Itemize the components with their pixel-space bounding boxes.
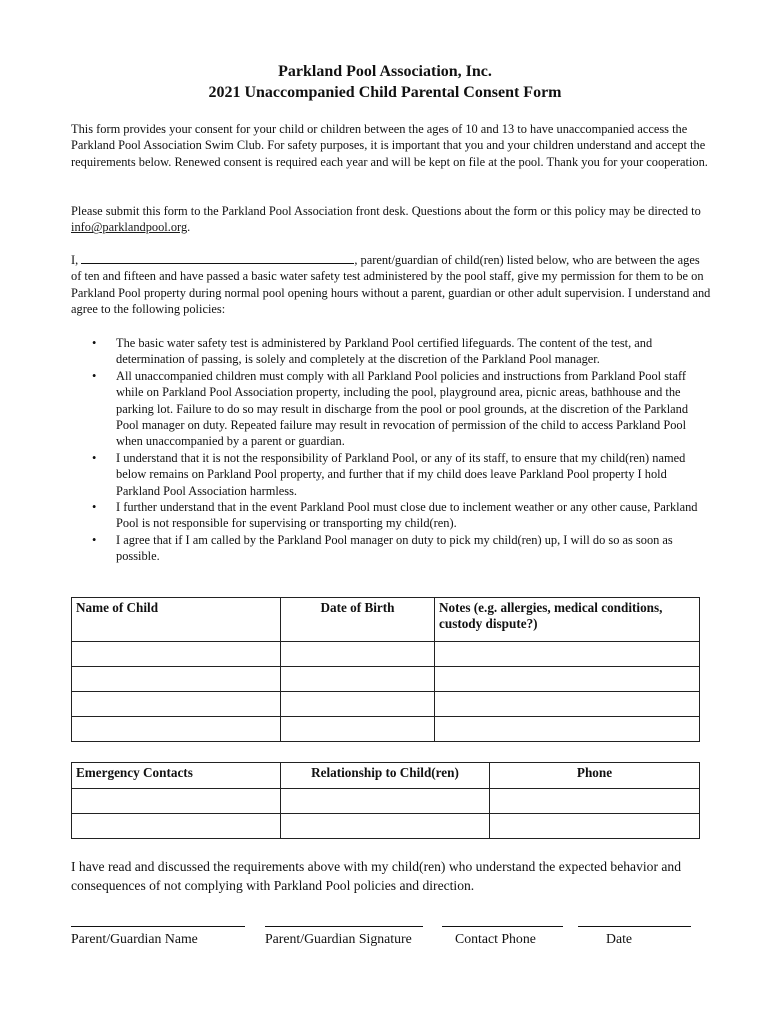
- col-date-of-birth: Date of Birth: [281, 598, 435, 642]
- bullet-icon: •: [92, 532, 97, 547]
- contact-phone-cell[interactable]: [490, 814, 700, 839]
- contact-relationship-cell[interactable]: [281, 789, 490, 814]
- table-row: [72, 692, 700, 717]
- col-relationship: Relationship to Child(ren): [281, 763, 490, 789]
- child-notes-cell[interactable]: [435, 717, 700, 742]
- contact-phone-label: Contact Phone: [455, 931, 536, 946]
- parent-signature-line[interactable]: [265, 926, 423, 927]
- contact-phone-cell[interactable]: [490, 789, 700, 814]
- policy-item: • I agree that if I am called by the Parkland Pool manager on duty to pick my child(ren) up, I will do so as soon as possible.: [92, 532, 673, 564]
- parent-signature-label: Parent/Guardian Signature: [265, 931, 412, 946]
- acknowledgement-text: I have read and discussed the requirements above with my child(ren) who understand the expected behavior and consequences of not complying with Parkland Pool policies and direction.: [71, 859, 681, 893]
- policy-item: • I understand that it is not the responsibility of Parkland Pool, or any of its staff, to ensure that my child(ren) named below remains on Parkland Pool property, and further that if my child does leave Parkland Pool property I hold Parkland Pool Association harmless.: [92, 450, 686, 498]
- contacts-table-header: [72, 763, 700, 789]
- table-row: [72, 642, 700, 667]
- child-dob-cell[interactable]: [281, 667, 435, 692]
- child-name-cell[interactable]: [72, 667, 281, 692]
- policy-item: • I further understand that in the event Parkland Pool must close due to inclement weather or any other cause, Parkland Pool is not responsible for supervising or transporting my child(ren).: [92, 500, 698, 531]
- col-notes: Notes (e.g. allergies, medical conditions, custody dispute?): [435, 598, 700, 642]
- table-row: [72, 814, 700, 839]
- submit-paragraph: [71, 203, 711, 236]
- table-row: [72, 789, 700, 814]
- bullet-icon: •: [92, 450, 97, 465]
- parent-name-line[interactable]: [71, 926, 245, 927]
- policy-item: • The basic water safety test is administered by Parkland Pool certified lifeguards. The content of the test, and determination of passing, is solely and completely at the discretion of the Parkland Pool manager.: [92, 336, 653, 367]
- table-row: [72, 717, 700, 742]
- children-table-header: [72, 598, 700, 642]
- contact-name-cell[interactable]: [72, 789, 281, 814]
- parent-name-label: Parent/Guardian Name: [71, 931, 198, 946]
- contact-email-link[interactable]: info@parklandpool.org: [71, 220, 188, 235]
- contact-name-cell[interactable]: [72, 814, 281, 839]
- col-name-of-child: Name of Child: [72, 598, 281, 642]
- intro-text: This form provides your consent for your child or children between the ages of 10 and 13 to have unaccompanied access the Parkland Pool Association Swim Club. For safety purposes, it is important that you and your children understand and accept the requirements below. Renewed consent is required each year and will be kept on file at the pool. Thank you for your cooperation.: [71, 122, 708, 169]
- policy-item: • All unaccompanied children must comply with all Parkland Pool policies and instructions from Parkland Pool staff while on Parkland Pool Association property, including the pool, playground area, picnic areas, bathhouse and the parking lot. Failure to do so may result in discharge from the pool or pool grounds, at the discretion of the Parkland Pool manager on duty. Repeated failure may result in revocation of permission of the child to access Parkland Pool when unaccompanied by a parent or guardian.: [92, 368, 689, 449]
- organization-title: Parkland Pool Association, Inc.: [278, 63, 492, 80]
- col-phone: Phone: [490, 763, 700, 789]
- table-row: [72, 667, 700, 692]
- consent-prefix: I,: [71, 253, 82, 267]
- bullet-icon: •: [92, 336, 97, 350]
- children-table: [71, 597, 700, 742]
- child-notes-cell[interactable]: [435, 667, 700, 692]
- consent-paragraph: [71, 252, 711, 318]
- consent-text: , parent/guardian of child(ren) listed below, who are between the ages of ten and fifteen and have passed a basic water safety test administered by the pool staff, give my permission for them to be on Parkland Pool property during normal pool opening hours without a parent, guardian or other adult supervision. I understand and agree to the following policies:: [71, 253, 711, 317]
- form-title: 2021 Unaccompanied Child Parental Consent Form: [208, 84, 562, 101]
- child-name-cell[interactable]: [72, 717, 281, 742]
- policy-list: [92, 335, 704, 565]
- bullet-icon: •: [92, 368, 97, 383]
- child-name-cell[interactable]: [72, 642, 281, 667]
- child-dob-cell[interactable]: [281, 642, 435, 667]
- date-line[interactable]: [578, 926, 691, 927]
- submit-text: Please submit this form to the Parkland Pool Association front desk. Questions about the form or this policy may be directed to: [71, 204, 701, 218]
- contacts-table: [71, 762, 700, 839]
- contact-phone-line[interactable]: [442, 926, 563, 927]
- child-name-cell[interactable]: [72, 692, 281, 717]
- bullet-icon: •: [92, 500, 97, 515]
- child-notes-cell[interactable]: [435, 642, 700, 667]
- child-notes-cell[interactable]: [435, 692, 700, 717]
- date-label: Date: [606, 931, 633, 946]
- contact-relationship-cell[interactable]: [281, 814, 490, 839]
- intro-paragraph: [71, 121, 711, 170]
- child-dob-cell[interactable]: [281, 717, 435, 742]
- guardian-name-blank[interactable]: [81, 252, 354, 264]
- col-emergency-contacts: Emergency Contacts: [72, 763, 281, 789]
- submit-text-end: .: [187, 220, 191, 235]
- child-dob-cell[interactable]: [281, 692, 435, 717]
